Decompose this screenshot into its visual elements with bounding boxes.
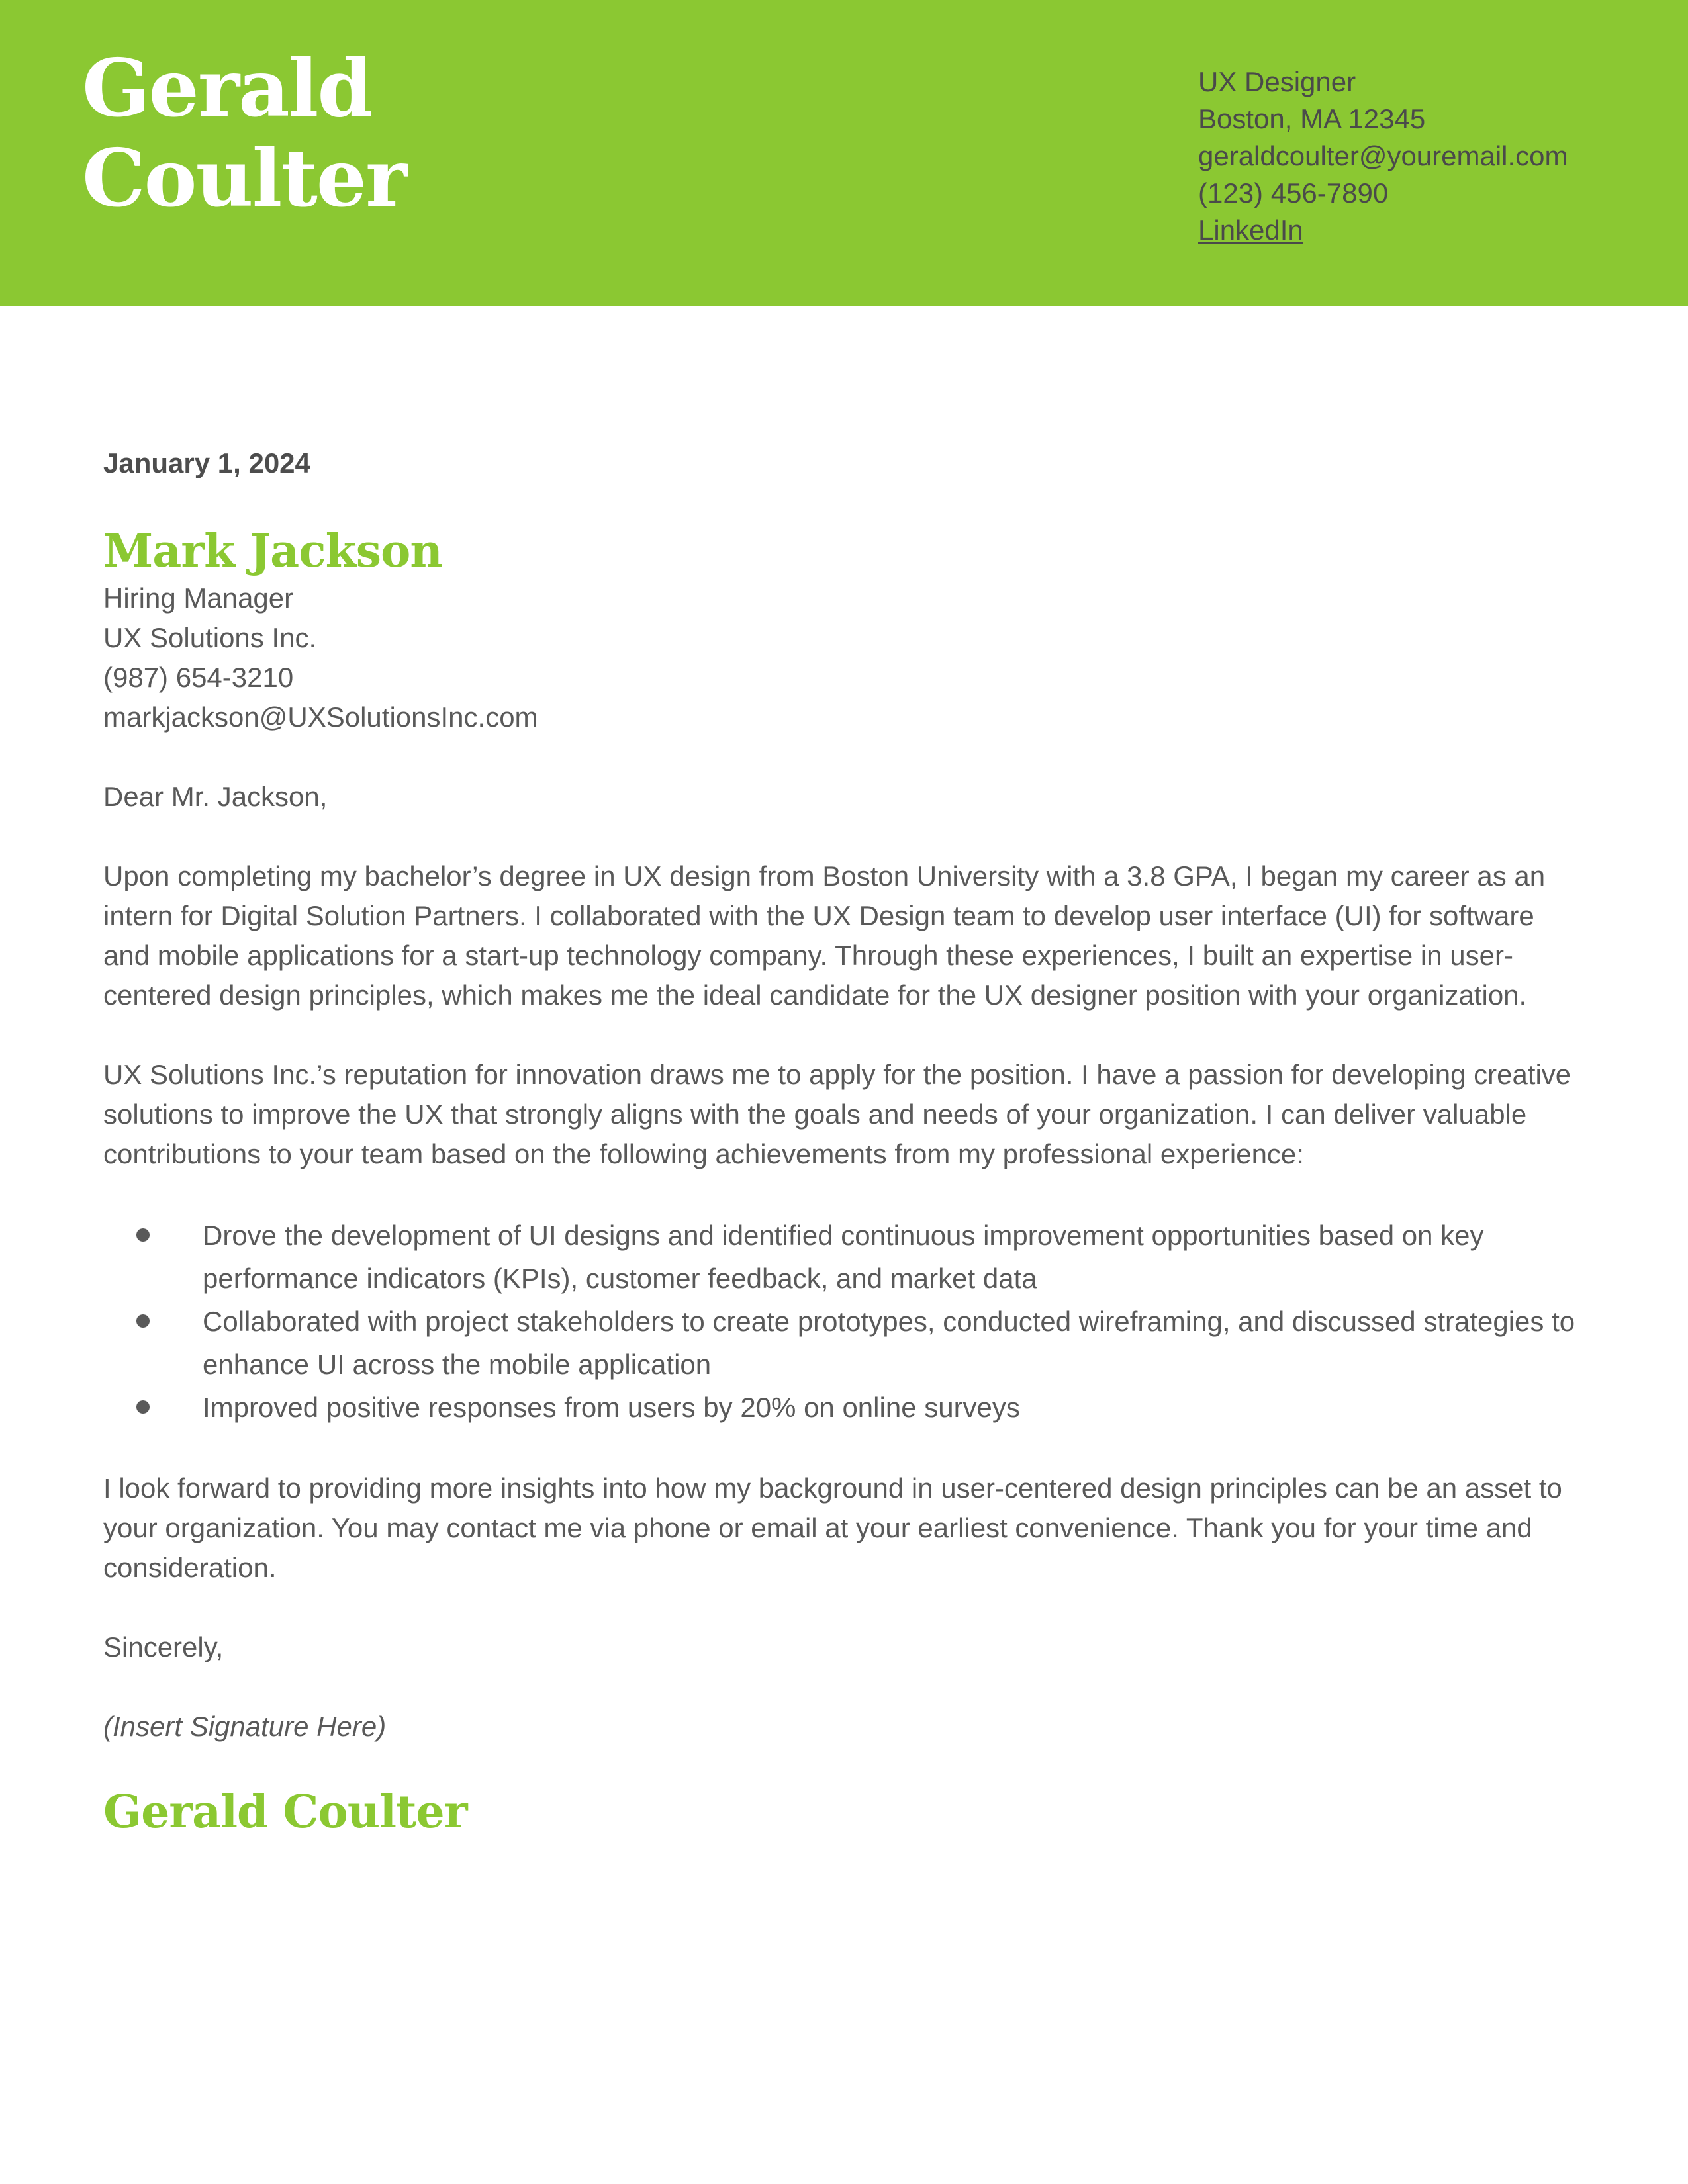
list-item-text: Drove the development of UI designs and identified continuous improvement opportunities based on key performance indicators (KPIs), customer feedback, and market data	[203, 1220, 1484, 1294]
bullet-icon	[136, 1400, 150, 1414]
bullet-icon	[136, 1228, 150, 1242]
letter-body	[103, 443, 1586, 1839]
email: geraldcoulter@youremail.com	[1198, 140, 1568, 171]
applicant-name	[82, 44, 406, 224]
recipient-email: markjackson@UXSolutionsInc.com	[103, 702, 538, 733]
recipient-name: Mark Jackson	[103, 525, 442, 578]
location: Boston, MA 12345	[1198, 103, 1426, 134]
achievements-list	[103, 1214, 1586, 1429]
paragraph-closing: I look forward to providing more insights into how my background in user-centered design principles can be an asset to your organization. You may contact me via phone or email at your earliest convenience. Thank you for your time and consideration.	[103, 1473, 1562, 1583]
list-item	[103, 1214, 1586, 1300]
recipient-phone: (987) 654-3210	[103, 662, 294, 693]
list-item-text: Collaborated with project stakeholders to create prototypes, conducted wireframing, and discussed strategies to enhance UI across the mobile application	[203, 1306, 1575, 1380]
paragraph-intro: Upon completing my bachelor’s degree in UX design from Boston University with a 3.8 GPA, I began my career as an intern for Digital Solution Partners. I collaborated with the UX Design team to develop user interface (UI) for software and mobile applications for a start-up technology company. Through these experiences, I built an expertise in user-centered design principles, which makes me the ideal candidate for the UX designer position with your organization.	[103, 860, 1546, 1011]
applicant-first-name: Gerald	[82, 42, 372, 135]
phone: (123) 456-7890	[1198, 177, 1389, 208]
sign-off: Sincerely,	[103, 1631, 224, 1662]
salutation: Dear Mr. Jackson,	[103, 781, 328, 812]
recipient-title: Hiring Manager	[103, 582, 294, 614]
job-title: UX Designer	[1198, 66, 1356, 97]
recipient-company: UX Solutions Inc.	[103, 622, 317, 653]
contact-info	[1198, 64, 1568, 249]
signature-placeholder: (Insert Signature Here)	[103, 1711, 387, 1742]
applicant-last-name: Coulter	[82, 132, 406, 225]
list-item	[103, 1386, 1586, 1429]
letter-date: January 1, 2024	[103, 447, 310, 478]
sender-name: Gerald Coulter	[103, 1786, 467, 1839]
bullet-icon	[136, 1314, 150, 1328]
linkedin-link[interactable]: LinkedIn	[1198, 214, 1303, 246]
list-item	[103, 1300, 1586, 1386]
list-item-text: Improved positive responses from users by 20% on online surveys	[203, 1392, 1020, 1423]
header-banner	[0, 0, 1688, 306]
paragraph-company: UX Solutions Inc.’s reputation for innovation draws me to apply for the position. I have a passion for developing creative solutions to improve the UX that strongly aligns with the goals and needs of your organization. I can deliver valuable contributions to your team based on the following achievements from my professional experience:	[103, 1059, 1571, 1169]
